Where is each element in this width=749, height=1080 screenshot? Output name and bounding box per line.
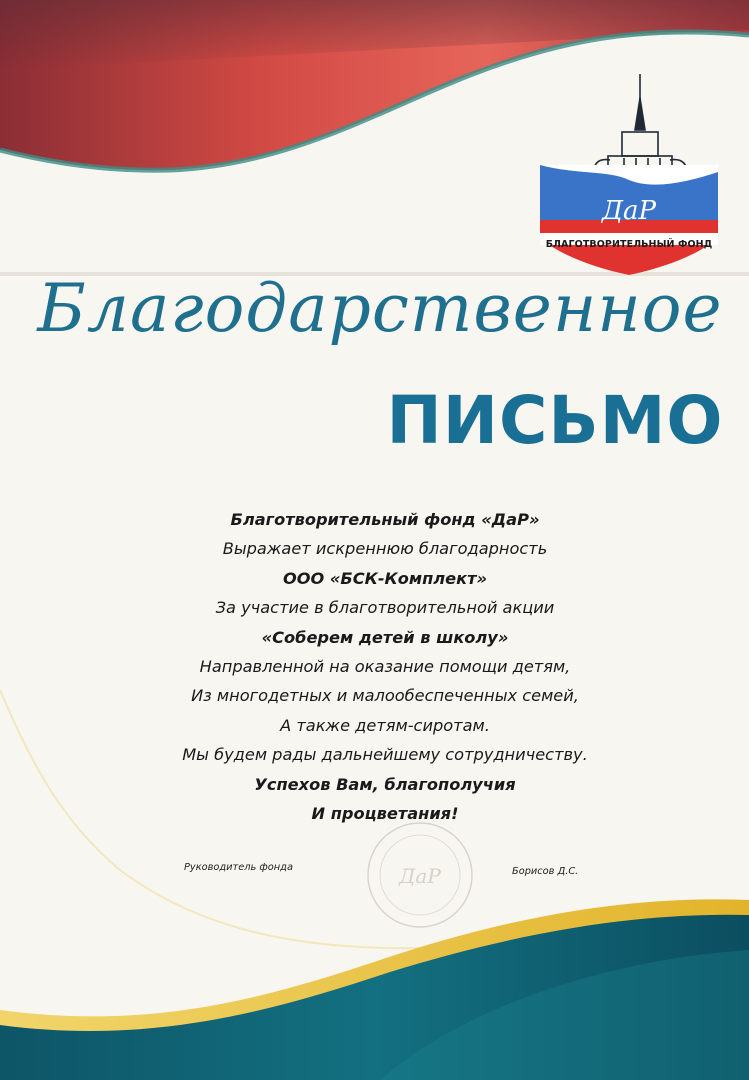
body-line: Благотворительный фонд «ДаР» xyxy=(230,510,540,529)
body-line: Выражает искреннюю благодарность xyxy=(222,539,548,559)
body-line: Из многодетных и малообеспеченных семей, xyxy=(191,686,579,706)
body-line: «Соберем детей в школу» xyxy=(261,627,509,647)
body-line: За участие в благотворительной акции xyxy=(215,598,555,618)
title-script: Благодарственное xyxy=(37,270,723,347)
stamp-seal xyxy=(360,815,480,935)
signature-name: Борисов Д.С. xyxy=(512,866,579,877)
body-line: ООО «БСК-Комплект» xyxy=(282,568,488,588)
logo-caption: БЛАГОТВОРИТЕЛЬНЫЙ ФОНД xyxy=(545,239,713,250)
body-line: И процветания! xyxy=(311,803,459,823)
body-line: А также детям-сиротам. xyxy=(280,715,490,735)
letter-body xyxy=(100,505,670,828)
signature-role: Руководитель фонда xyxy=(184,862,293,873)
title-main: ПИСЬМО xyxy=(386,382,724,459)
body-line: Успехов Вам, благополучия xyxy=(254,774,516,794)
logo-brand: ДаР xyxy=(601,196,657,226)
svg-text:ДаР: ДаР xyxy=(399,864,441,888)
body-line: Мы будем рады дальнейшему сотрудничеству. xyxy=(182,745,588,765)
body-line: Направленной на оказание помощи детям, xyxy=(199,656,571,676)
